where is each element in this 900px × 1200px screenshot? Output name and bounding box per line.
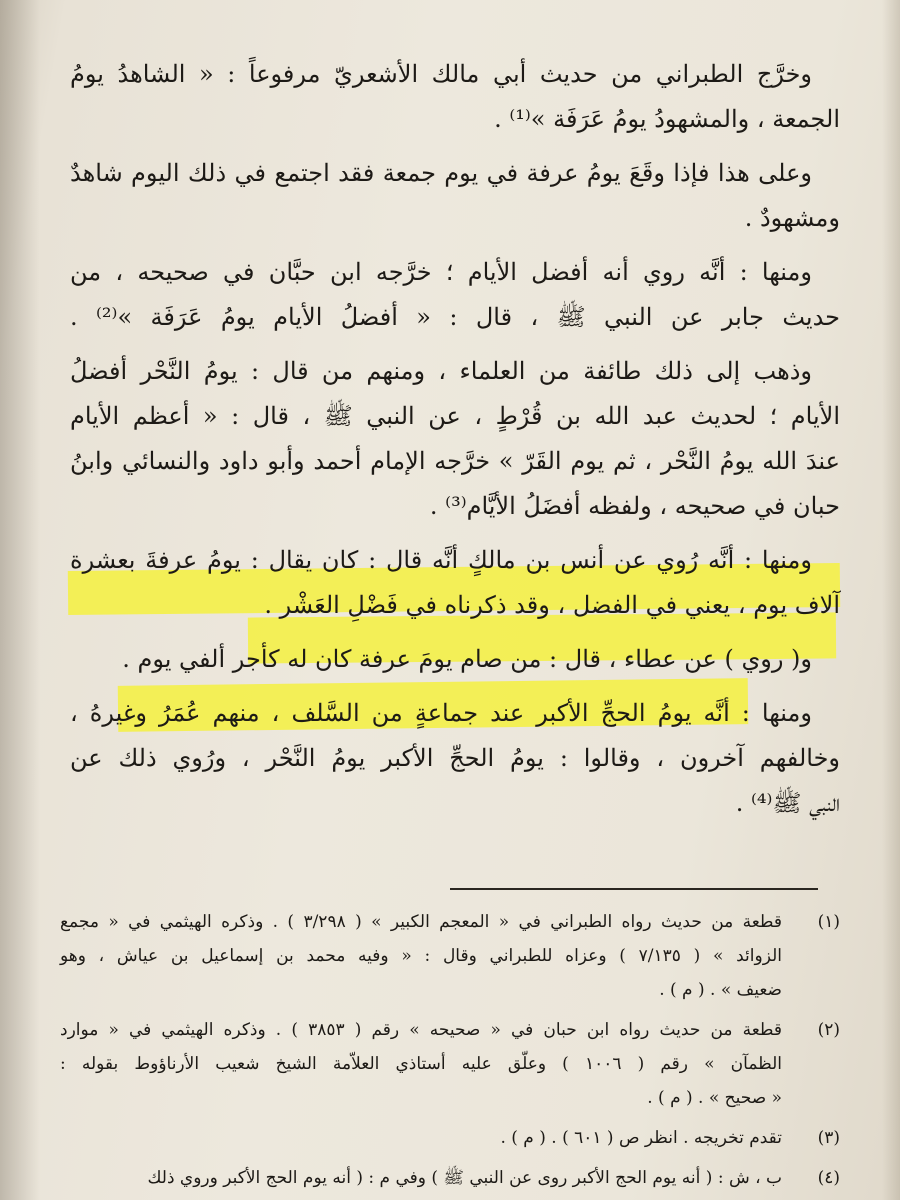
footnote-line: ب ، ش : ( أنه يوم الحج الأكبر روى عن النبي ﷺ ) وفي م : ( أنه يوم الحج الأكبر وروي ذلك (147, 1168, 782, 1188)
footnote-number: (٢) (817, 1020, 840, 1040)
highlighted-text-line: و( روي ) عن عطاء ، قال : من صام يومَ عرفة كان له كأجر ألفي يوم . (122, 645, 812, 673)
footnote-line: ضعيف » . ( م ) . (659, 980, 782, 1000)
footnote-line: الظمآن » رقم ( ١٠٠٦ ) وعلّق عليه أستاذي العلاّمة الشيخ شعيب الأرناؤوط بقوله : (60, 1054, 782, 1074)
page-edge-shadow (882, 0, 900, 1200)
footnote-line: قطعة من حديث رواه الطبراني في « المعجم الكبير » ( ٣/٢٩٨ ) . وذكره الهيثمي في « مجمع (60, 912, 782, 932)
text-line: الجمعة ، والمشهودُ يومُ عَرَفَة »⁽¹⁾ . (494, 105, 840, 133)
text-line: حبان في صحيحه ، ولفظه أفضَلُ الأيَّام⁽³⁾ . (429, 492, 840, 520)
footnote-number: (١) (817, 912, 840, 932)
footnote-line: « صحيح » . ( م ) . (647, 1088, 782, 1108)
footnotes (60, 905, 840, 1200)
text-line: ومنها : أنَّه روي أنه أفضل الأيام ؛ خرَّجه ابن حبَّان في صحيحه ، من (70, 258, 812, 286)
footnote-number: (٤) (817, 1168, 840, 1188)
main-text (70, 52, 840, 826)
footnote-separator (450, 888, 818, 890)
footnote-4 (60, 1161, 840, 1195)
footnote-line: قطعة من حديث رواه ابن حبان في « صحيحه » رقم ( ٣٨٥٣ ) . وذكره الهيثمي في « موارد (60, 1020, 783, 1040)
footnote-2 (60, 1013, 840, 1115)
text-line: الأيام ؛ لحديث عبد الله بن قُرْطٍ ، عن النبي ﷺ ، قال : « أعظم الأيام (70, 402, 840, 430)
text-line: وذهب إلى ذلك طائفة من العلماء ، ومنهم من قال : يومُ النَّحْر أفضلُ (70, 357, 812, 385)
footnote-number: (٣) (817, 1128, 840, 1148)
text-line: عندَ الله يومُ النَّحْر ، ثم يوم القَرّ » خرَّجه الإمام أحمد وأبو داود والنسائي وابنُ (70, 447, 840, 475)
page-gutter-shadow (0, 0, 40, 1200)
highlighted-text-line: آلاف يوم ، يعني في الفضل ، وقد ذكرناه في فَضْلِ العَشْر . (264, 591, 840, 619)
text-line: النبي ﷺ⁽⁴⁾ . (735, 789, 840, 817)
text-line: حديث جابر عن النبي ﷺ ، قال : « أفضلُ الأيام يومُ عَرَفَة »⁽²⁾ . (70, 303, 840, 331)
footnote-line: تقدم تخريجه . انظر ص ( ٦٠١ ) . ( م ) . (500, 1128, 782, 1148)
footnote-3 (60, 1121, 840, 1155)
text-line: ومشهودٌ . (744, 204, 840, 232)
footnote-line: الزوائد » ( ٧/١٣٥ ) وعزاه للطبراني وقال : « وفيه محمد بن إسماعيل بن عياش ، وهو (60, 946, 782, 966)
text-line: ومنها : أنَّه يومُ الحجِّ الأكبر عند جماعةٍ من السَّلف ، منهم عُمَرُ وغيرهُ ، (70, 699, 812, 727)
text-line: وخالفهم آخرون ، وقالوا : يومُ الحجِّ الأكبر يومُ النَّحْر ، ورُوي ذلك عن (70, 744, 840, 772)
text-line: وعلى هذا فإذا وقَعَ يومُ عرفة في يوم جمعة فقد اجتمع في ذلك اليوم شاهدٌ (70, 159, 812, 187)
footnote-1 (60, 905, 840, 1007)
text-line: وخرَّج الطبراني من حديث أبي مالك الأشعريّ مرفوعاً : « الشاهدُ يومُ (70, 60, 812, 88)
highlighted-text-line: ومنها : أنَّه رُوي عن أنس بن مالكٍ أنَّه قال : كان يقال : يومُ عرفةَ بعشرة (70, 546, 812, 574)
